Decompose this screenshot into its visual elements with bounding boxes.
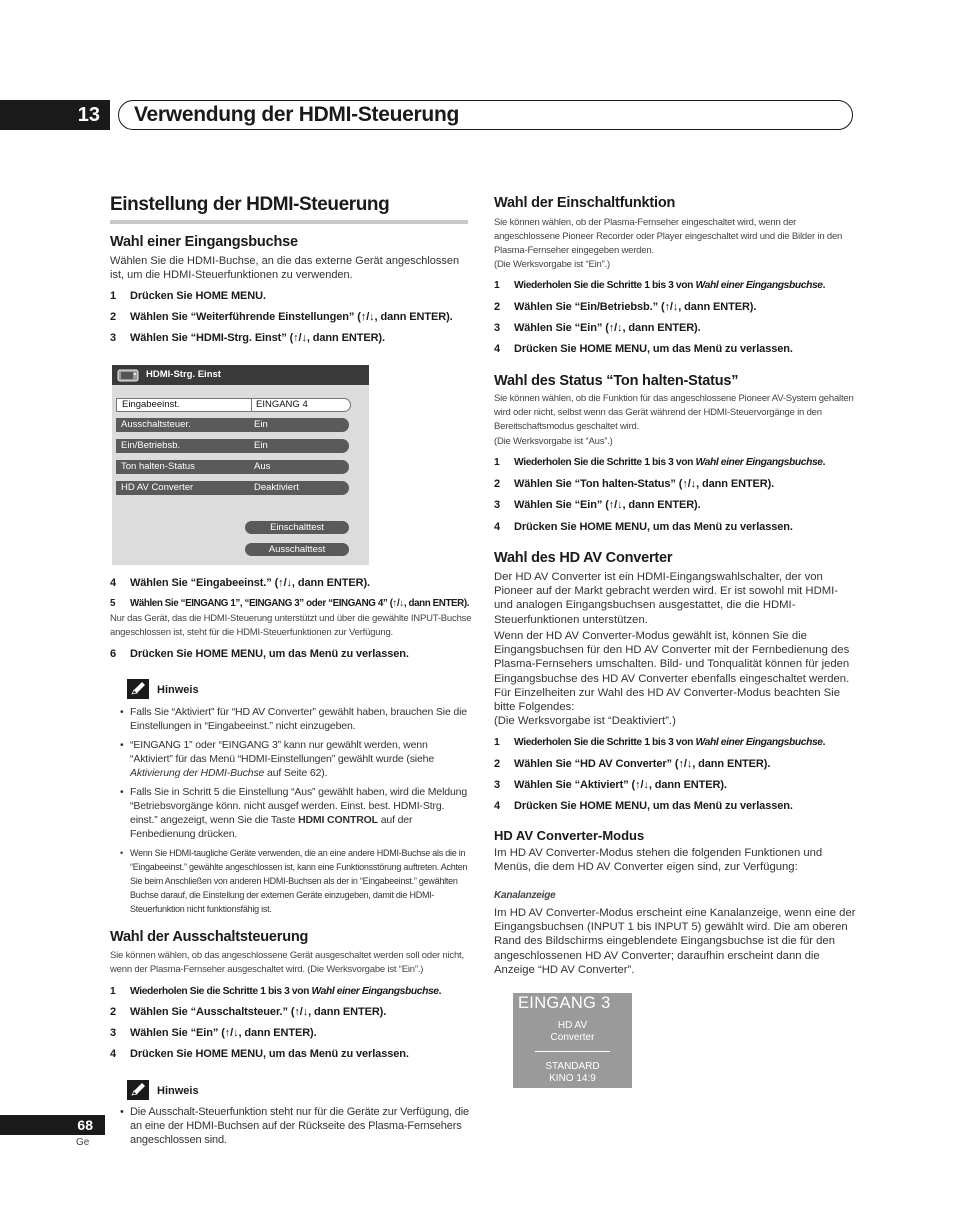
hint-label-2: Hinweis <box>157 1085 199 1097</box>
hint-1-item-3: • Falls Sie in Schritt 5 die Einstellung “Aus” gewählt haben, wird die Meldung “Betriebsvorgänge könn. nicht ausgef werden. Einst. best. HDMI-Strg. einst.” angezeigt, wenn Sie die Taste HDMI CONTROL auf der Fenbedienung drücken. <box>120 785 470 841</box>
osd-hdmi-menu <box>112 365 369 565</box>
hint-1-item-2: • “EINGANG 1” oder “EINGANG 3” kann nur gewählt werden, wenn “Aktiviert” für das Menü “HDMI-Einstellungen” gewählt wurde (siehe Aktivierung der HDMI-Buchse auf Seite 62). <box>120 738 470 780</box>
osd-button-ausschalttest: Ausschalttest <box>245 543 349 556</box>
default-hdav: (Die Werksvorgabe ist “Deaktiviert”.) <box>494 715 676 727</box>
osd-row-hd-av-converter: HD AV Converter Deaktiviert <box>116 481 349 495</box>
ton-step-3: 3 Wählen Sie “Ein” (↑/↓, dann ENTER). <box>494 499 701 511</box>
hdav-paragraph-2: Wenn der HD AV Converter-Modus gewählt ist, können Sie die Eingangsbuchsen für den HD AV Converter mit der Fernbedienung des Plasma-Fernsehers umschalten. Bild- und Tonqualität können für jeden Eingangsbuchse des HD AV Converter ebenfalls eingeschaltet werden. Für Einzelheiten zur Wahl des HD AV Converter-Modus beachten Sie bitte Folgendes: <box>494 630 850 714</box>
hdav-step-3: 3 Wählen Sie “Aktiviert” (↑/↓, dann ENTER). <box>494 779 727 791</box>
hint-1-item-4: • Wenn Sie HDMI-taugliche Geräte verwenden, die an eine andere HDMI-Buchse als die in “Eingabeeinst.” gewählte angeschlossen ist, kann eine Funktionsstörung auftreten. Achten Sie beim Anschließen von anderen HDMI-Buchsen als der in “Eingabeeinst.” gewählten Buchse darauf, die Einstellung der externen Geräte einzugeben, damit die HDMI-Steuerfunktion nicht funktionsfähig ist. <box>120 846 470 916</box>
aus-step-2: 2 Wählen Sie “Ausschaltsteuer.” (↑/↓, dann ENTER). <box>110 1006 387 1018</box>
ton-step-2: 2 Wählen Sie “Ton halten-Status” (↑/↓, dann ENTER). <box>494 478 775 490</box>
hint-list-2 <box>120 1105 470 1152</box>
tv-menu-icon <box>116 367 142 383</box>
heading-eingang: Wahl einer Eingangsbuchse <box>110 234 298 250</box>
heading-ton: Wahl des Status “Ton halten-Status” <box>494 373 739 389</box>
osd-row-ein-betriebsb: Ein/Betriebsb. Ein <box>116 439 349 453</box>
channel-display-divider <box>535 1051 610 1052</box>
channel-display-line-2: Converter <box>550 1032 595 1043</box>
ton-step-1: 1 Wiederholen Sie die Schritte 1 bis 3 von Wahl einer Eingangsbuchse. <box>494 457 826 468</box>
page-language: Ge <box>76 1137 90 1148</box>
aus-step-4: 4 Drücken Sie HOME MENU, um das Menü zu verlassen. <box>110 1048 409 1060</box>
subheading-kanalanzeige: Kanalanzeige <box>494 890 556 901</box>
step-1: 1 Drücken Sie HOME MENU. <box>110 290 266 302</box>
step-4: 4 Wählen Sie “Eingabeeinst.” (↑/↓, dann ENTER). <box>110 577 370 589</box>
ein-step-3: 3 Wählen Sie “Ein” (↑/↓, dann ENTER). <box>494 322 701 334</box>
step-3: 3 Wählen Sie “HDMI-Strg. Einst” (↑/↓, dann ENTER). <box>110 332 385 344</box>
osd-row-ton-halten: Ton halten-Status Aus <box>116 460 349 474</box>
intro-ton: Sie können wählen, ob die Funktion für das angeschlossene Pioneer AV-System gehalten wird oder nicht, selbst wenn das Gerät während der HDMI-Steuervorgänge in den Bereitschaftsmodus geschaltet wird. <box>494 393 854 432</box>
step-6: 6 Drücken Sie HOME MENU, um das Menü zu verlassen. <box>110 648 409 660</box>
osd-button-einschalttest: Einschalttest <box>245 521 349 534</box>
ein-step-1: 1 Wiederholen Sie die Schritte 1 bis 3 von Wahl einer Eingangsbuchse. <box>494 280 826 291</box>
hdav-step-4: 4 Drücken Sie HOME MENU, um das Menü zu verlassen. <box>494 800 793 812</box>
hdav-step-1: 1 Wiederholen Sie die Schritte 1 bis 3 von Wahl einer Eingangsbuchse. <box>494 737 826 748</box>
hint-1-item-1: • Falls Sie “Aktiviert” für “HD AV Converter” gewählt haben, brauchen Sie die Einstellungen in “Eingabeeinst.” nicht einzugeben. <box>120 705 470 733</box>
ein-step-2: 2 Wählen Sie “Ein/Betriebsb.” (↑/↓, dann ENTER). <box>494 301 757 313</box>
chapter-number: 13 <box>0 100 110 130</box>
hdav-paragraph-1: Der HD AV Converter ist ein HDMI-Eingangswahlschalter, der von Pioneer auf der Markt gebracht werden wird. Er ist sowohl mit HDMI- und analogen Eingangsbuchsen ausgestattet, die die HDMI-Steuerfunktionen unterstützen. <box>494 571 839 626</box>
aus-step-3: 3 Wählen Sie “Ein” (↑/↓, dann ENTER). <box>110 1027 317 1039</box>
step-5-note: Nur das Gerät, das die HDMI-Steuerung unterstützt und über die gewählte INPUT-Buchse angeschlossen ist, steht für die HDMI-Steuerfunktionen zur Verfügung. <box>110 613 472 638</box>
hdav-step-2: 2 Wählen Sie “HD AV Converter” (↑/↓, dann ENTER). <box>494 758 771 770</box>
channel-display <box>513 993 632 1088</box>
aus-step-1: 1 Wiederholen Sie die Schritte 1 bis 3 von Wahl einer Eingangsbuchse. <box>110 986 442 997</box>
ton-step-4: 4 Drücken Sie HOME MENU, um das Menü zu verlassen. <box>494 521 793 533</box>
ein-step-4: 4 Drücken Sie HOME MENU, um das Menü zu verlassen. <box>494 343 793 355</box>
channel-display-input: EINGANG 3 <box>518 994 611 1012</box>
chapter-title: Verwendung der HDMI-Steuerung <box>134 103 459 126</box>
hint-label-1: Hinweis <box>157 684 199 696</box>
default-einschalt: (Die Werksvorgabe ist “Ein”.) <box>494 259 610 270</box>
channel-display-line-3: STANDARD <box>545 1061 600 1072</box>
hint-list-1 <box>120 705 470 921</box>
section-title: Einstellung der HDMI-Steuerung <box>110 194 468 224</box>
heading-ausschalt: Wahl der Ausschaltsteuerung <box>110 929 309 945</box>
intro-modus: Im HD AV Converter-Modus stehen die folgenden Funktionen und Menüs, die dem HD AV Converter eigen sind, zur Verfügung: <box>494 847 823 874</box>
osd-title: HDMI-Strg. Einst <box>146 369 221 380</box>
channel-display-line-1: HD AV <box>557 1020 588 1031</box>
channel-display-line-4: KINO 14:9 <box>549 1073 596 1084</box>
heading-hdav: Wahl des HD AV Converter <box>494 550 673 566</box>
osd-row-ausschaltsteuer: Ausschaltsteuer. Ein <box>116 418 349 432</box>
pencil-note-icon <box>127 1080 149 1100</box>
heading-einschalt: Wahl der Einschaltfunktion <box>494 195 676 211</box>
pencil-note-icon <box>127 679 149 699</box>
osd-row-eingabeeinst: Eingabeeinst. EINGANG 4 <box>116 398 351 412</box>
step-5: 5 Wählen Sie “EINGANG 1”, “EINGANG 3” oder “EINGANG 4” (↑/↓, dann ENTER). <box>110 598 470 609</box>
step-2: 2 Wählen Sie “Weiterführende Einstellungen” (↑/↓, dann ENTER). <box>110 311 453 323</box>
intro-einschalt: Sie können wählen, ob der Plasma-Fernseher eingeschaltet wird, wenn der angeschlossene Pioneer Recorder oder Player eingeschaltet wird und die Bilder in den Plasma-Fernseher eingegeben werden. <box>494 217 843 256</box>
default-ton: (Die Werksvorgabe ist “Aus”.) <box>494 436 613 447</box>
heading-modus: HD AV Converter-Modus <box>494 828 645 843</box>
intro-eingang: Wählen Sie die HDMI-Buchse, an die das externe Gerät angeschlossen ist, um die HDMI-Steuerfunktionen zu verwenden. <box>110 255 460 281</box>
kanalanzeige-paragraph: Im HD AV Converter-Modus erscheint eine Kanalanzeige, wenn eine der Eingangsbuchsen (INPUT 1 bis INPUT 5) gewählt wird. Die am oberen Rand des Bildschirms eingeblendete Eingangsbuchse ist die für den angeschlossenen HD AV Converter; daraufhin erscheint dann die Anzeige “HD AV Converter”. <box>494 907 856 976</box>
intro-ausschalt: Sie können wählen, ob das angeschlossene Gerät ausgeschaltet werden soll oder nicht, wenn der Plasma-Fernseher ausgeschaltet wird. (Die Werksvorgabe ist “Ein”.) <box>110 950 464 975</box>
hint-2-item-1: • Die Ausschalt-Steuerfunktion steht nur für die Geräte zur Verfügung, die an eine der HDMI-Buchsen auf der Rückseite des Plasma-Fernsehers angeschlossen sind. <box>120 1105 470 1147</box>
page-number: 68 <box>0 1115 105 1135</box>
osd-header <box>112 365 369 385</box>
